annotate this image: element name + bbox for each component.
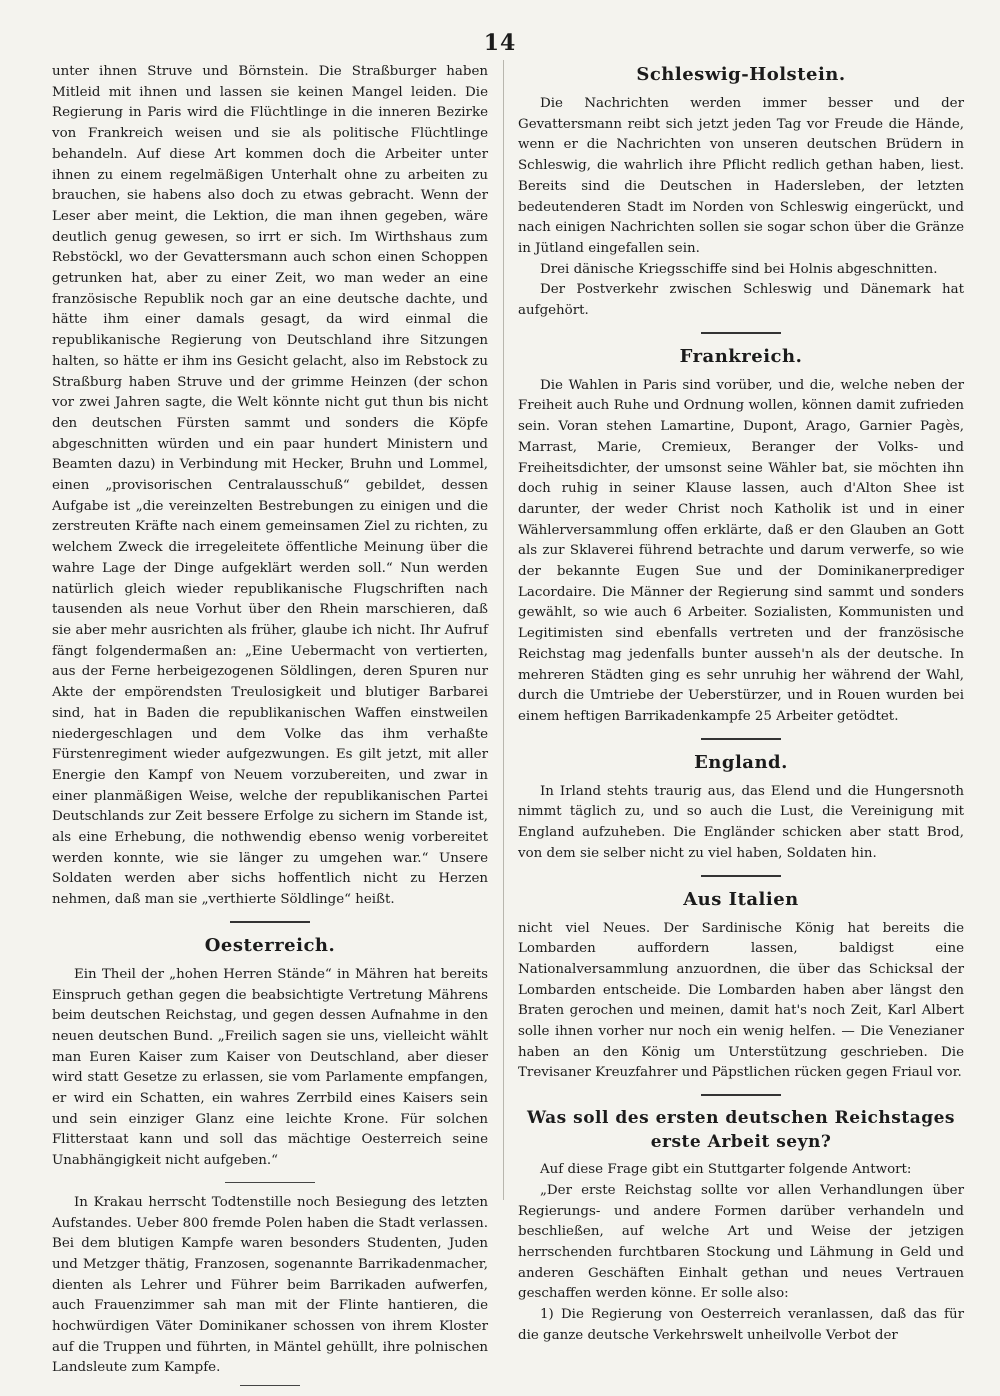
section-divider <box>230 921 310 923</box>
right-column <box>518 62 964 1346</box>
paragraph-oesterreich-2: In Krakau herrscht Todtenstille noch Besiegung des letzten Aufstandes. Ueber 800 fremde Polen haben die Stadt verlassen. Bei dem blutigen Kampfe waren besonders Studenten, Juden und Metzger thätig, Franzosen, sogenannte Barrikadenmacher, dienten als Lehrer und Führer beim Barrikaden aufwerfen, auch Frauenzimmer sah man mit der Flinte hantieren, die hochwürdigen Väter Dominikaner schossen von ihrem Kloster auf die Truppen und führten, in Mäntel gehüllt, ihre polnischen Landsleute zum Kampfe. <box>52 1194 488 1376</box>
paragraph-england: In Irland stehts traurig aus, das Elend und die Hungersnoth nimmt täglich zu, und so auch die Lust, die Vereinigung mit England aufzuheben. Die Engländer schicken aber statt Brod, von dem sie selber nicht zu viel haben, Soldaten hin. <box>518 783 964 861</box>
section-divider <box>701 1094 781 1096</box>
section-divider <box>701 332 781 334</box>
paragraph-sh-1: Die Nachrichten werden immer besser und der Gevattersmann reibt sich jetzt jeden Tag vor Freude die Hände, wenn er die Nachrichten von unseren deutschen Brüdern in Schleswig, die wahrlich ihre Pflicht redlich gethan haben, liest. Bereits sind die Deutschen in Hadersleben, der letzten bedeutenderen Stadt im Norden von Schleswig eingerückt, und nach einigen Nachrichten sollen sie sogar schon über die Gränze in Jütland eingefallen sein. <box>518 96 964 256</box>
heading-oesterreich: Oesterreich. <box>204 934 336 956</box>
heading-schleswig-holstein: Schleswig-Holstein. <box>636 64 846 85</box>
paragraph-reichstag-1: Auf diese Frage gibt ein Stuttgarter folgende Antwort: <box>540 1162 912 1178</box>
paragraph-reichstag-3: 1) Die Regierung von Oesterreich veranlassen, daß das für die ganze deutsche Verkehrswelt unheilvolle Verbot der <box>518 1307 964 1343</box>
column-divider <box>503 60 504 1200</box>
heading-england: England. <box>694 751 788 773</box>
paragraph-oesterreich-1: Ein Theil der „hohen Herren Stände“ in Mähren hat bereits Einspruch gethan gegen die beabsichtigte Vertretung Mährens beim deutschen Reichstag, und gegen dessen Aufnahme in den neuen deutschen Bund. „Freilich sagen sie uns, vielleicht wählt man Euren Kaiser zum Kaiser von Deutschland, aber dieser wird statt Gesetze zu erlassen, sie vom Parlamente empfangen, er wird ein Schatten, ein wahres Zerrbild eines Kaisers sein und sein einziger Glanz eine leichte Krone. Für solchen Flitterstaat kann und soll das mächtige Oesterreich seine Unabhängigkeit nicht aufgeben.“ <box>52 966 488 1169</box>
section-divider <box>701 875 781 877</box>
paragraph-frankreich: Die Wahlen in Paris sind vorüber, und die, welche neben der Freiheit auch Ruhe und Ordnung wollen, können damit zufrieden sein. Voran stehen Lamartine, Dupont, Arago, Garnier Pagès, Marrast, Marie, Cremieux, Beranger der Volks- und Freiheitsdichter, der umsonst seine Wähler bat, sie möchten ihn doch ruhig in seiner Klause lassen, auch d'Alton Shee ist darunter, der weder Christ noch Katholik ist und in einer Wählerversammlung offen erklärte, daß er den Glauben an Gott als zur Sklaverei führend betrachte und darum verwerfe, so wie der bekannte Eugen Sue und der Dominikanerprediger Lacordaire. Die Männer der Regierung sind sammt und sonders gewählt, so wie auch 6 Arbeiter. Sozialisten, Kommunisten und Legitimisten sind ebenfalls vertreten und der französische Reichstag mag jedenfalls bunter ausseh'n als der deutsche. In mehreren Städten ging es sehr unruhig her während der Wahl, durch die Umtriebe der Ueberstürzer, und in Rouen wurden bei einem heftigen Barrikadenkampfe 25 Arbeiter getödtet. <box>518 377 964 724</box>
heading-reichstag: Was soll des ersten deutschen Reichstages erste Arbeit seyn? <box>527 1108 955 1153</box>
heading-frankreich: Frankreich. <box>679 345 803 367</box>
paragraph-sh-3: Der Postverkehr zwischen Schleswig und Dänemark hat aufgehört. <box>518 282 964 319</box>
section-divider <box>701 738 781 740</box>
left-column <box>52 62 488 1396</box>
page-number: 14 <box>483 30 517 56</box>
paragraph-intro: unter ihnen Struve und Börnstein. Die Straßburger haben Mitleid mit ihnen und lassen sie keinen Mangel leiden. Die Regierung in Paris wird die Flüchtlinge in die inneren Bezirke von Frankreich weisen und sie als politische Flüchtlinge behandeln. Auf diese Art kommen doch die Arbeiter unter ihnen zu einem regelmäßigen Unterhalt ohne zu arbeiten zu brauchen, sie habens also doch zu etwas gebracht. Wenn der Leser aber meint, die Lektion, die man ihnen gegeben, wäre deutlich genug gewesen, so irrt er sich. Im Wirthshaus zum Rebstöckl, wo der Gevattersmann auch schon einen Schoppen getrunken hat, aber zu einer Zeit, wo man weder an eine französische Republik noch gar an eine deutsche dachte, und hätte ihm einer damals gesagt, da wird einmal die republikanische Regierung von Deutschland ihre Sitzungen halten, so hätte er ihm ins Gesicht gelacht, also im Rebstock zu Straßburg haben Struve und der grimme Heinzen (der schon vor zwei Jahren sagte, die Welt könnte nicht gut thun bis nicht den deutschen Fürsten sammt und sonders die Köpfe abgeschnitten würden und ein paar hundert Ministern und Beamten dazu) in Verbindung mit Hecker, Bruhn und Lommel, einen „provisorischen Centralausschuß“ gebildet, dessen Aufgabe ist „die vereinzelten Bestrebungen zu einigen und die zerstreuten Kräfte nach einem gemeinsamen Ziel zu richten, zu welchem Zweck die irregeleitete öffentliche Meinung über die wahre Lage der Dinge aufgeklärt werden soll.“ Nun werden natürlich gleich wieder republikanische Flugschriften nach tausenden als neue Vorhut über den Rhein marschieren, daß sie aber mehr ausrichten als früher, glaube ich nicht. Ihr Aufruf fängt folgendermaßen an: „Eine Uebermacht von vertierten, aus der Ferne herbeigezogenen Söldlingen, deren Spuren nur Akte der empörendsten Treulosigkeit und blutiger Barbarei sind, hat in Baden die republikanischen Waffen einstweilen niedergeschlagen und dem Volke das ihm verhaßte Fürstenregiment wieder aufgezwungen. Es gilt jetzt, mit aller Energie den Kampf von Neuem vorzubereiten, und zwar in einer planmäßigen Weise, welche der republikanischen Partei Deutschlands zur Zeit bessere Erfolge zu sichern im Stande ist, als eine Erhebung, die nothwendig ebenso wenig vorbereitet werden konnte, wie sie länger zu umgehen war.“ Unsere Soldaten werden aber sichs hoffentlich nicht zu Herzen nehmen, daß man sie „verthierte Söldlinge“ heißt. <box>52 64 488 908</box>
paragraph-sh-2: Drei dänische Kriegsschiffe sind bei Holnis abgeschnitten. <box>540 261 938 277</box>
end-divider <box>240 1385 300 1386</box>
section-divider <box>225 1182 315 1183</box>
paragraph-reichstag-2: „Der erste Reichstag sollte vor allen Verhandlungen über Regierungs- und andere Formen darüber verhandeln und beschließen, auf welche Art und Weise der jetzigen herrschenden furchtbaren Stockung und Lähmung in Geld und anderen Geschäften Einhalt gethan und neues Vertrauen geschaffen werden könne. Er solle also: <box>518 1182 964 1302</box>
heading-italien: Aus Italien <box>683 888 799 910</box>
paragraph-italien: nicht viel Neues. Der Sardinische König hat bereits die Lombarden auffordern lassen, baldigst eine Nationalversammlung anzuordnen, die über das Schicksal der Lombarden entscheide. Die Lombarden haben aber längst den Braten gerochen und meinen, damit hat's noch Zeit, Karl Albert solle ihnen vorher nur noch ein wenig helfen. — Die Venezianer haben an den König um Unterstützung geschrieben. Die Trevisaner Kreuzfahrer und Päpstlichen rücken gegen Friaul vor. <box>518 920 964 1081</box>
